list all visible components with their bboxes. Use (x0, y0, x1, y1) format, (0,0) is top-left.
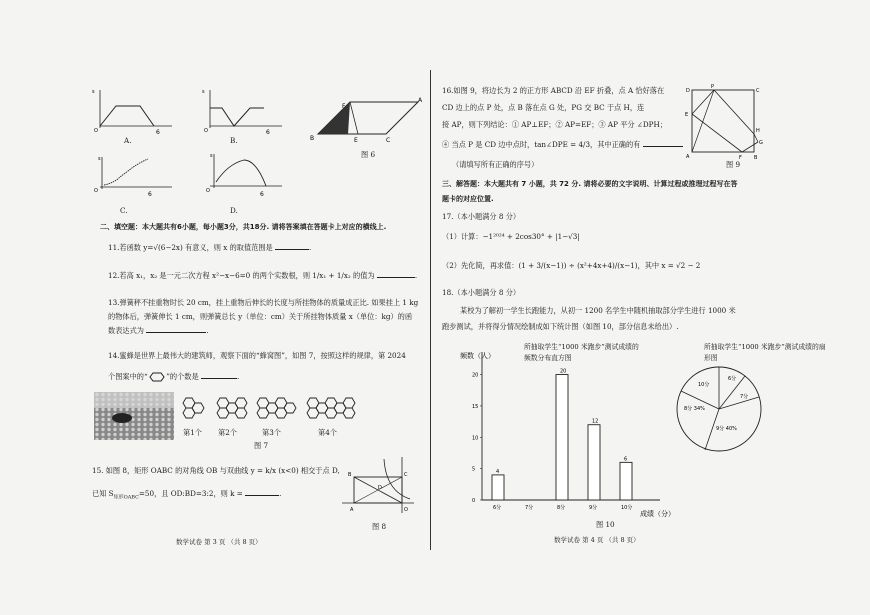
answer-blank-12 (377, 277, 415, 278)
question-17-header: 17.（本小题满分 8 分） (442, 212, 521, 221)
question-18-line-1: 某校为了解初一学生长跑能力，从初一 1200 名学生中随机抽取部分学生进行 1000 米 (460, 306, 736, 315)
question-17-part-2: （2）先化简，再求值：(1 + 3/(x−1)) ÷ (x²+4x+4)/(x−1)，其中 x = √2 − 2 (442, 261, 701, 270)
question-16-line-1: 16.如图 9，将边长为 2 的正方形 ABCD 沿 EF 折叠，点 A 恰好落在 (442, 86, 665, 95)
question-17-part-1: （1）计算：−1²⁰²⁴ + 2cos30° + |1−√3| (442, 232, 580, 241)
point-label-e: E (685, 112, 689, 118)
point-label-g: G (759, 140, 763, 146)
option-label-a: A. (124, 136, 132, 145)
question-14-text: 个图案中的“ (108, 372, 148, 381)
point-label-e: E (354, 137, 358, 144)
pattern-label-1: 第1个 (183, 428, 202, 437)
histogram-data-label: 20 (560, 368, 567, 375)
point-label-b: B (754, 155, 758, 161)
svg-text:6: 6 (266, 129, 270, 136)
figure-6-caption: 图 6 (361, 150, 376, 159)
point-label-f: F (739, 155, 742, 161)
answer-blank-13 (146, 332, 206, 333)
section-3-header-1: 三、解答题：本大题共有 7 小题，共 72 分. 请将必要的文字说明、计算过程或推理过程写在答 (442, 180, 738, 188)
pattern-label-2: 第2个 (218, 428, 237, 437)
histogram-data-label: 4 (496, 468, 500, 475)
histogram-y-axis-label: 频数（人） (460, 352, 495, 360)
option-label-b: B. (230, 136, 238, 145)
answer-blank-16 (643, 146, 683, 147)
point-label-a: A (686, 154, 690, 160)
pie-chart (664, 364, 774, 454)
pie-label-9: 9分 40% (716, 426, 737, 432)
point-label-o: O (404, 507, 408, 513)
histogram-bar (620, 462, 632, 500)
question-15-line-2: 已知 $S_{矩形OABC}=50$，且 OD:BD=3:2，则 k = . (92, 489, 282, 501)
point-label-a: A (418, 97, 423, 104)
pattern-label-3: 第3个 (262, 428, 281, 437)
figure-10-caption: 图 10 (596, 520, 615, 529)
question-18-header: 18.（本小题满分 8 分） (442, 288, 521, 297)
svg-text:s: s (202, 89, 205, 95)
svg-text:O: O (206, 188, 210, 194)
point-label-f: F (342, 103, 346, 110)
histogram-y-tick-label: 20 (472, 372, 479, 379)
option-label-d: D. (230, 206, 238, 215)
histogram-data-label: 6 (624, 456, 628, 463)
histogram-x-axis-label: 成绩（分） (640, 510, 675, 518)
option-graph-b (200, 88, 290, 138)
pie-chart-title: 所抽取学生“1000 米跑步”测试成绩的扇形图 (704, 343, 826, 362)
question-13-line-3: 数表达式为 . (108, 326, 209, 335)
pie-label-7: 7分 (740, 394, 749, 400)
question-13-line-2: 的物体后，弹簧伸长 1 cm，则弹簧总长 y（单位：cm）关于所挂物体质量 x（单位：kg）的函 (108, 312, 413, 321)
pie-label-6: 6分 (728, 376, 737, 382)
histogram-y-tick-label: 0 (472, 498, 476, 504)
histogram-y-tick-label: 5 (472, 466, 476, 473)
histogram-data-label: 12 (592, 418, 599, 425)
point-label-p: P (711, 84, 715, 90)
answer-blank-15 (245, 495, 279, 496)
question-14-line-1: 14.蜜蜂是世界上最伟大的建筑师，观察下面的“蜂窝图”，如图 7，按照这样的规律，第 2024 (108, 351, 406, 360)
pie-label-8: 8分 34% (684, 406, 705, 412)
question-14-line-2: 个图案中的“ ”的个数是 . (108, 372, 240, 381)
histogram-x-tick-label: 8分 (557, 505, 566, 511)
svg-text:O: O (94, 128, 98, 134)
page-footer: 数学试卷 第 3 页 （共 8 页） (176, 538, 262, 546)
point-label-c: C (404, 472, 408, 478)
question-15-subscript: 矩形OABC (113, 494, 139, 501)
svg-text:s: s (210, 153, 213, 159)
question-11-text: 11.若函数 y=√(6−2x) 有意义，则 x 的取值范围是 (108, 243, 273, 252)
option-graph-a (90, 88, 180, 138)
svg-text:s: s (98, 156, 101, 162)
question-12-text: 12.若高 x₁，x₂ 是一元二次方程 x²−x−6=0 的两个实数根，则 1/x₁ + 1/x₂ 的值为 (108, 271, 375, 280)
question-13-line-1: 13.弹簧秤不挂重物时长 20 cm，挂上重物后伸长的长度与所挂物体的质量成正比. 如果挂上 1 kg (108, 298, 419, 307)
figure-8 (340, 455, 416, 517)
histogram-y-tick-label: 15 (472, 403, 479, 410)
option-label-c: C. (120, 206, 128, 215)
svg-text:6: 6 (156, 129, 160, 136)
honeycomb-pattern-1 (180, 396, 210, 426)
histogram-bar (588, 425, 600, 500)
answer-blank-11 (275, 249, 309, 250)
point-label-c: C (386, 137, 391, 144)
point-label-a: A (350, 507, 354, 513)
point-label-b: B (348, 472, 352, 478)
histogram-bar (492, 475, 504, 500)
section-2-header: 二、填空题：本大题共有6小题，每小题3分，共18分. 请将答案填在答题卡上对应的横线上. (100, 223, 387, 231)
histogram-chart (454, 340, 674, 520)
question-16-line-2: CD 边上的点 P 处，点 B 落在点 G 处，PG 交 BC 于点 H，连 (442, 103, 645, 112)
point-label-d: D (686, 88, 690, 94)
question-18-line-2: 跑步测试，并将得分情况绘制成如下统计图（如图 10，部分信息未给出）. (442, 322, 679, 331)
option-graph-d (200, 152, 290, 200)
point-label-c: C (756, 88, 760, 94)
point-label-b: B (310, 135, 315, 142)
answer-blank-14 (201, 378, 237, 379)
figure-9 (684, 84, 764, 160)
honeycomb-pattern-4 (304, 396, 356, 426)
question-15-text-b: =50，且 OD:BD=3:2，则 k = (138, 489, 243, 498)
histogram-bar (556, 375, 568, 500)
point-label-h: H (756, 128, 760, 134)
page-divider (430, 70, 431, 550)
histogram-x-tick-label: 6分 (493, 505, 502, 511)
page-4 (432, 0, 870, 615)
histogram-x-tick-label: 7分 (525, 505, 534, 511)
hexagon-icon (150, 372, 164, 382)
question-15-line-1: 15. 如图 8，矩形 OABC 的对角线 OB 与双曲线 y = k/x (x<0) 相交于点 D, (92, 466, 340, 475)
pie-label-10: 10分 (698, 382, 710, 388)
svg-text:s: s (92, 89, 95, 95)
figure-9-caption: 图 9 (726, 160, 741, 169)
section-3-header-2: 题卡的对应位置. (442, 195, 494, 203)
question-16-text: ④ 当点 P 是 CD 边中点时，tan∠DPE = 4/3，其中正确的有 (442, 140, 641, 149)
option-graph-c (90, 155, 180, 200)
histogram-x-tick-label: 9分 (589, 505, 598, 511)
pattern-label-4: 第4个 (318, 428, 337, 437)
question-15-text: 已知 S (92, 489, 114, 498)
histogram-x-tick-label: 10分 (621, 505, 633, 511)
figure-8-caption: 图 8 (372, 522, 387, 531)
figure-7-caption: 图 7 (254, 441, 269, 450)
question-12: 12.若高 x₁，x₂ 是一元二次方程 x²−x−6=0 的两个实数根，则 1/x₁ + 1/x₂ 的值为 . (108, 271, 418, 280)
page-footer: 数学试卷 第 4 页 （共 8 页） (554, 536, 640, 544)
question-16-line-4 (442, 140, 683, 150)
question-11: 11.若函数 y=√(6−2x) 有意义，则 x 的取值范围是 . (108, 243, 312, 252)
svg-text:O: O (94, 188, 98, 194)
page-3 (0, 0, 430, 615)
honeycomb-pattern-3 (254, 396, 298, 426)
histogram-title: 所抽取学生“1000 米跑步”测试成绩的频数分布直方图 (524, 343, 639, 362)
pie-slice-divider (719, 397, 759, 409)
svg-text:6: 6 (260, 191, 264, 198)
question-16-line-5: （请填写所有正确的序号） (452, 160, 539, 169)
figure-6 (310, 96, 430, 146)
question-16-line-3: 接 AP，则下列结论：① AP⊥EF；② AP=EF；③ AP 平分 ∠DPH； (442, 120, 667, 129)
honeycomb-photo (94, 392, 174, 440)
svg-text:6: 6 (148, 191, 152, 198)
honeycomb-pattern-2 (214, 396, 250, 426)
svg-text:O: O (204, 128, 208, 134)
point-label-d: D (378, 485, 382, 491)
question-13-text: 数表达式为 (108, 326, 144, 335)
question-14-text-b: ”的个数是 (166, 372, 199, 381)
histogram-y-tick-label: 10 (472, 435, 479, 442)
